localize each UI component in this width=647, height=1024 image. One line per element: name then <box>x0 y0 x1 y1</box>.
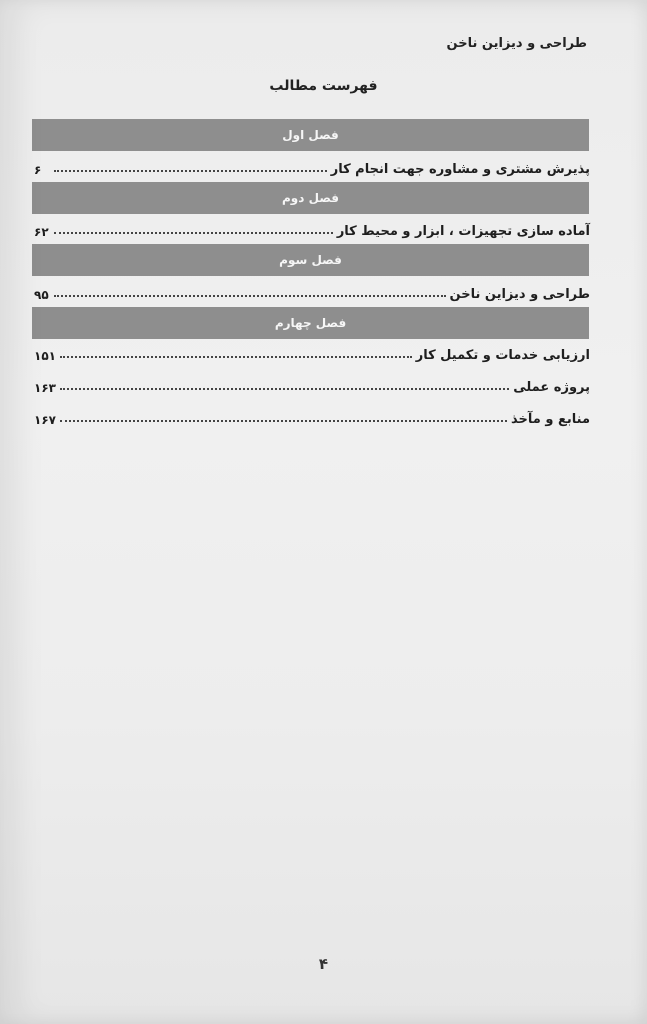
toc-entry-label: پروژه عملی <box>513 380 590 395</box>
chapter-heading-3 <box>32 244 589 276</box>
toc-entry-2 <box>34 217 590 239</box>
leader-dots <box>54 295 446 297</box>
toc-entry-label: طراحی و دیزاین ناخن <box>449 287 590 302</box>
toc-entry-label: منابع و مآخذ <box>511 412 590 427</box>
toc-entry-1 <box>34 155 590 177</box>
chapter-heading-label: فصل دوم <box>282 191 339 205</box>
leader-dots <box>54 170 327 172</box>
toc-entry-page: ۶ <box>34 163 42 177</box>
leader-dots <box>60 388 509 390</box>
running-head-title: طراحی و دیزاین ناخن <box>446 36 587 51</box>
chapter-heading-4 <box>32 307 589 339</box>
chapter-heading-label: فصل اول <box>282 128 339 142</box>
toc-entry-5 <box>34 373 590 395</box>
leader-dots <box>54 232 333 234</box>
chapter-heading-label: فصل چهارم <box>274 316 347 330</box>
chapter-heading-1 <box>32 119 589 151</box>
toc-entry-page: ۹۵ <box>34 288 49 302</box>
toc-title: فهرست مطالب <box>269 78 378 94</box>
toc-entry-3 <box>34 280 590 302</box>
toc-entry-4 <box>34 341 590 363</box>
page-number: ۴ <box>318 955 329 973</box>
toc-entry-6 <box>34 405 590 427</box>
leader-dots <box>60 356 412 358</box>
toc-entry-label: آماده سازی تجهیزات ، ابزار و محیط کار <box>336 224 590 239</box>
toc-entry-page: ۶۲ <box>34 225 49 239</box>
toc-entry-page: ۱۶۷ <box>34 413 56 427</box>
chapter-heading-2 <box>32 182 589 214</box>
toc-entry-page: ۱۵۱ <box>34 349 56 363</box>
toc-entry-label: ارزیابی خدمات و تکمیل کار <box>415 348 590 363</box>
leader-dots <box>60 420 507 422</box>
toc-entry-page: ۱۶۳ <box>34 381 56 395</box>
toc-entry-label: پذیرش مشتری و مشاوره جهت انجام کار <box>330 162 590 177</box>
chapter-heading-label: فصل سوم <box>279 253 342 267</box>
